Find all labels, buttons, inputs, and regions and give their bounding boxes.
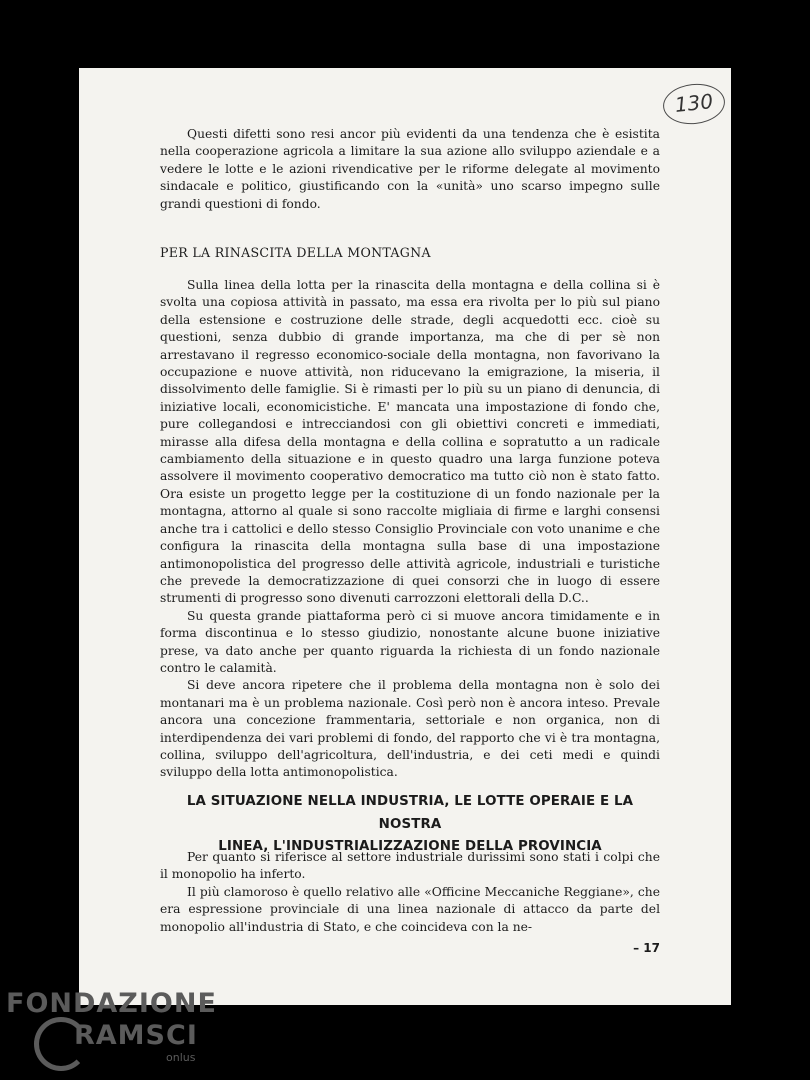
paragraph: Si deve ancora ripetere che il problema della montagna non è solo dei montanari ma è un problema nazionale. Così però non è ancora inteso. Prevale ancora una concezione frammentaria, settoriale e non organica, non di interdipendenza dei vari problemi di fondo, del rapporto che vi è tra montagna, collina, sviluppo dell'agricoltura, dell'industria, e dei ceti medi e quindi sviluppo della lotta antimonopolistica. — [160, 678, 660, 780]
page-number: – 17 — [633, 941, 660, 955]
scanned-page — [79, 68, 731, 1005]
archive-pencil-number: 130 — [661, 81, 727, 127]
intro-paragraph: Questi difetti sono resi ancor più evidenti da una tendenza che è esistita nella cooperazione agricola a limitare la sua azione allo sviluppo aziendale e a vedere le lotte e le azioni rivendicative per le riforme delegate al movimento sindacale e politico, giustificando con la «unità» uno scarso impegno sulle grandi questioni di fondo. — [160, 127, 660, 211]
section-body-industria — [160, 849, 660, 936]
heading-line: LA SITUAZIONE NELLA INDUSTRIA, LE LOTTE OPERAIE E LA NOSTRA — [186, 794, 634, 832]
section-heading-montagna: PER LA RINASCITA DELLA MONTAGNA — [160, 245, 431, 260]
watermark-line2: RAMSCI — [74, 1020, 198, 1051]
paragraph: Su questa grande piattaforma però ci si muove ancora timidamente e in forma discontinua e lo stesso giudizio, nonostante alcune buone iniziative prese, va dato anche per quanto riguarda la richiesta di un fondo nazionale contro le calamità. — [160, 608, 660, 675]
intro-text — [160, 126, 660, 213]
heading-line: LINEA, L'INDUSTRIALIZZAZIONE DELLA PROVINCIA — [218, 839, 602, 854]
watermark-line1: FONDAZIONE — [6, 988, 217, 1019]
paragraph: Sulla linea della lotta per la rinascita della montagna e della collina si è svolta una copiosa attività in passato, ma essa era rivolta per lo più sul piano della estensione e costruzione delle strade, degli acquedotti ecc. cioè su questioni, senza dubbio di grande importanza, ma che di per sè non arrestavano il regresso economico-sociale della montagna, non favorivano la occupazione e nuove attività, non riducevano la emigrazione, la miseria, il dissolvimento delle famiglie. Si è rimasti per lo più su un piano di denuncia, di iniziative locali, economicistiche. E' mancata una impostazione di fondo che, pure collegandosi e intrecciandosi con gli obiettivi concreti e immediati, mirasse alla difesa della montagna e della collina e sopratutto a un radicale cambiamento della situazione e in questo quadro una larga funzione poteva assolvere il movimento cooperativo democratico ma tutto ciò non è stato fatto. Ora esiste un progetto legge per la costituzione di un fondo nazionale per la montagna, attorno al quale si sono raccolte migliaia di firme e larghi consensi anche tra i cattolici e dello stesso Consiglio Provinciale con voto unanime e che configura la rinascita della montagna sulla base di una impostazione antimonopolistica del progresso delle attività agricole, industriali e turistiche che prevede la democratizzazione di quei consorzi che in luogo di essere strumenti di progresso sono divenuti carrozzoni elettorali della D.C.. — [160, 278, 660, 606]
section-body-montagna — [160, 277, 660, 782]
paragraph: Il più clamoroso è quello relativo alle «Officine Meccaniche Reggiane», che era espressione provinciale di una linea nazionale di attacco da parte del monopolio all'industria di Stato, e che coincideva con la ne- — [160, 884, 660, 934]
paragraph: Per quanto si riferisce al settore industriale durissimi sono stati i colpi che il monopolio ha inferto. — [160, 850, 660, 882]
fondazione-gramsci-watermark — [6, 988, 217, 1072]
watermark-line3: onlus — [166, 1051, 196, 1064]
